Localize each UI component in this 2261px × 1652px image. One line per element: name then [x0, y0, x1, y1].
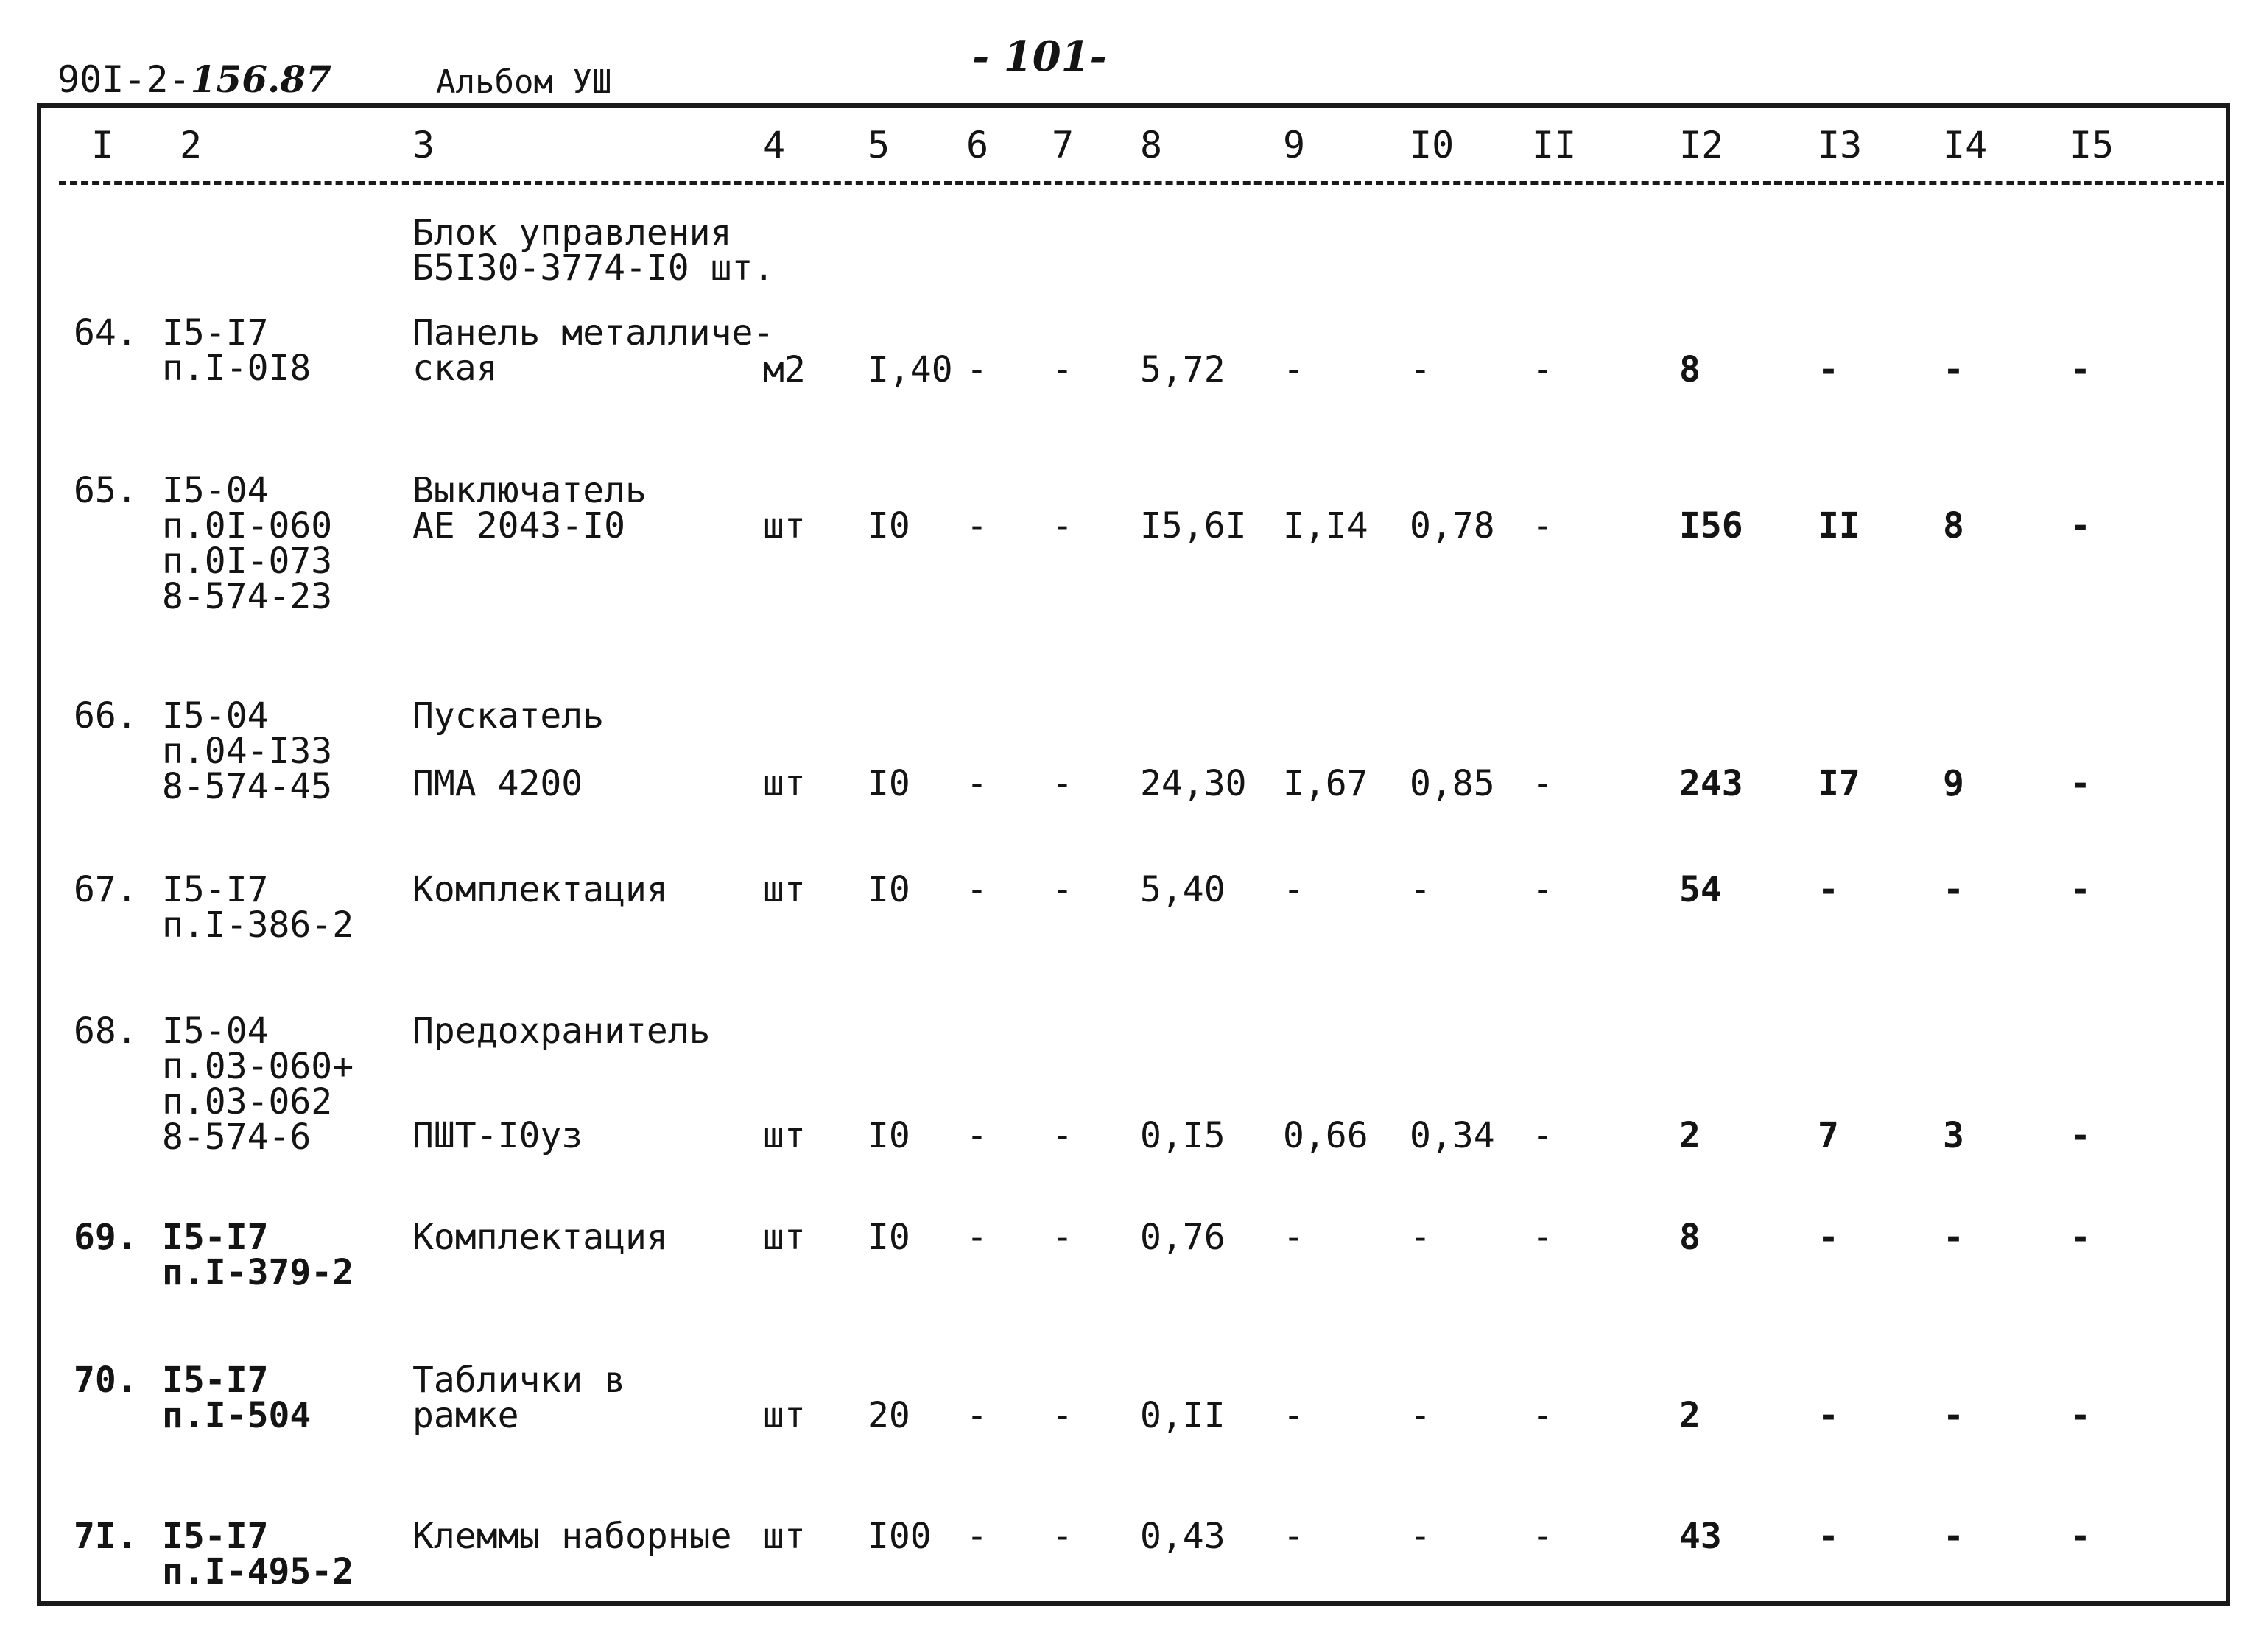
row-c14: - — [1943, 869, 1964, 910]
row-c6: - — [966, 1217, 988, 1258]
row-c13: 7 — [1818, 1115, 1839, 1156]
column-number-3: 3 — [412, 124, 435, 166]
row-c13: - — [1818, 349, 1839, 390]
row-code: I5-04 п.03-060+ п.03-062 8-574-6 — [162, 1010, 354, 1158]
row-c8: 0,76 — [1140, 1217, 1226, 1258]
row-c15: - — [2070, 1516, 2091, 1557]
row-c7: - — [1052, 1217, 1073, 1258]
column-number-2: 2 — [180, 124, 203, 166]
row-qty: I0 — [868, 869, 910, 910]
row-unit: шт — [763, 869, 806, 910]
row-c11: - — [1532, 1217, 1553, 1258]
column-number-12: I2 — [1679, 124, 1724, 166]
row-name: Панель металличе- ская — [412, 312, 775, 389]
row-name: Клеммы наборные — [412, 1516, 732, 1557]
row-name: Комплектация — [412, 869, 668, 910]
row-name: Выключатель АЕ 2043-I0 — [412, 470, 647, 546]
row-unit: шт — [763, 763, 806, 804]
row-c13: I7 — [1818, 763, 1860, 804]
row-c10: - — [1410, 1516, 1431, 1557]
row-code: I5-I7 п.I-495-2 — [162, 1516, 354, 1592]
row-c12: 2 — [1679, 1115, 1701, 1156]
column-number-8: 8 — [1140, 124, 1163, 166]
row-code: I5-04 п.0I-060 п.0I-073 8-574-23 — [162, 470, 333, 617]
row-c13: - — [1818, 1217, 1839, 1258]
row-c12: 8 — [1679, 349, 1701, 390]
row-number: 69. — [74, 1217, 138, 1258]
row-c10: 0,85 — [1410, 763, 1495, 804]
row-number: 65. — [74, 470, 138, 511]
row-number: 67. — [74, 869, 138, 910]
row-c7: - — [1052, 869, 1073, 910]
column-number-7: 7 — [1052, 124, 1075, 166]
row-c12: I56 — [1679, 505, 1743, 546]
row-number: 7I. — [74, 1516, 138, 1557]
row-name: Пускатель — [412, 695, 605, 737]
row-c15: - — [2070, 763, 2091, 804]
row-c12: 54 — [1679, 869, 1722, 910]
row-c8: 5,72 — [1140, 349, 1226, 390]
row-qty: I0 — [868, 1217, 910, 1258]
row-unit: шт — [763, 1516, 806, 1557]
row-c14: 3 — [1943, 1115, 1964, 1156]
row-c15: - — [2070, 505, 2091, 546]
row-c11: - — [1532, 869, 1553, 910]
row-c7: - — [1052, 1115, 1073, 1156]
column-number-15: I5 — [2070, 124, 2114, 166]
row-c6: - — [966, 349, 988, 390]
row-c9: I,I4 — [1283, 505, 1368, 546]
document-code-prefix: 90I-2- — [57, 58, 191, 101]
column-number-5: 5 — [868, 124, 890, 166]
row-c8: 24,30 — [1140, 763, 1247, 804]
row-c9: - — [1283, 349, 1304, 390]
row-qty: I0 — [868, 505, 910, 546]
row-name-detail: ПМА 4200 — [412, 763, 583, 804]
row-unit: м2 — [763, 349, 806, 390]
row-c7: - — [1052, 1395, 1073, 1436]
row-c10: - — [1410, 349, 1431, 390]
row-c14: 8 — [1943, 505, 1964, 546]
row-c7: - — [1052, 505, 1073, 546]
row-c7: - — [1052, 1516, 1073, 1557]
row-c11: - — [1532, 763, 1553, 804]
row-c13: - — [1818, 869, 1839, 910]
row-c14: - — [1943, 349, 1964, 390]
column-number-1: I — [91, 124, 114, 166]
row-c11: - — [1532, 505, 1553, 546]
row-qty: I,40 — [868, 349, 953, 390]
row-number: 70. — [74, 1360, 138, 1401]
row-c10: - — [1410, 1217, 1431, 1258]
row-c6: - — [966, 1395, 988, 1436]
row-c14: - — [1943, 1217, 1964, 1258]
row-c8: 5,40 — [1140, 869, 1226, 910]
row-code: I5-I7 п.I-379-2 — [162, 1217, 354, 1293]
row-c12: 2 — [1679, 1395, 1701, 1436]
row-c14: 9 — [1943, 763, 1964, 804]
row-qty: I00 — [868, 1516, 932, 1557]
row-c7: - — [1052, 349, 1073, 390]
row-c15: - — [2070, 1115, 2091, 1156]
row-c12: 43 — [1679, 1516, 1722, 1557]
row-c12: 243 — [1679, 763, 1743, 804]
row-c6: - — [966, 763, 988, 804]
row-c13: - — [1818, 1395, 1839, 1436]
row-c9: - — [1283, 1217, 1304, 1258]
column-number-6: 6 — [966, 124, 989, 166]
row-c9: I,67 — [1283, 763, 1368, 804]
row-name: Комплектация — [412, 1217, 668, 1258]
row-name: Таблички в рамке — [412, 1360, 625, 1436]
row-c9: 0,66 — [1283, 1115, 1368, 1156]
row-c8: 0,I5 — [1140, 1115, 1226, 1156]
row-number: 66. — [74, 695, 138, 737]
row-c11: - — [1532, 349, 1553, 390]
row-c11: - — [1532, 1516, 1553, 1557]
page-number: - 101- — [972, 32, 1107, 81]
row-c7: - — [1052, 763, 1073, 804]
row-qty: I0 — [868, 1115, 910, 1156]
row-qty: I0 — [868, 763, 910, 804]
row-c11: - — [1532, 1395, 1553, 1436]
column-number-13: I3 — [1818, 124, 1863, 166]
row-c12: 8 — [1679, 1217, 1701, 1258]
row-c6: - — [966, 505, 988, 546]
row-name: Предохранитель — [412, 1010, 711, 1052]
album-label: Альбом УШ — [436, 63, 612, 101]
document-code-handwritten: 156.87 — [190, 57, 331, 101]
row-c6: - — [966, 869, 988, 910]
column-number-11: II — [1532, 124, 1577, 166]
header-divider — [59, 181, 2224, 185]
row-unit: шт — [763, 1217, 806, 1258]
row-qty: 20 — [868, 1395, 910, 1436]
row-c15: - — [2070, 869, 2091, 910]
row-c14: - — [1943, 1395, 1964, 1436]
row-c6: - — [966, 1516, 988, 1557]
row-c10: - — [1410, 1395, 1431, 1436]
row-unit: шт — [763, 505, 806, 546]
row-c11: - — [1532, 1115, 1553, 1156]
row-c13: - — [1818, 1516, 1839, 1557]
row-c10: - — [1410, 869, 1431, 910]
preamble-text: Блок управления Б5I30-3774-I0 шт. — [412, 212, 775, 289]
row-c13: II — [1818, 505, 1860, 546]
row-name-detail: ПШТ-I0уз — [412, 1115, 583, 1156]
column-number-4: 4 — [763, 124, 786, 166]
row-c15: - — [2070, 349, 2091, 390]
row-c9: - — [1283, 1516, 1304, 1557]
row-c9: - — [1283, 1395, 1304, 1436]
row-number: 68. — [74, 1010, 138, 1052]
table-frame — [37, 103, 2230, 1606]
row-c14: - — [1943, 1516, 1964, 1557]
row-unit: шт — [763, 1395, 806, 1436]
row-number: 64. — [74, 312, 138, 354]
row-c6: - — [966, 1115, 988, 1156]
column-number-14: I4 — [1943, 124, 1988, 166]
row-c8: 0,43 — [1140, 1516, 1226, 1557]
document-code — [57, 57, 331, 101]
row-code: I5-I7 п.I-0I8 — [162, 312, 312, 389]
row-c9: - — [1283, 869, 1304, 910]
column-number-10: I0 — [1410, 124, 1455, 166]
row-unit: шт — [763, 1115, 806, 1156]
row-code: I5-I7 п.I-504 — [162, 1360, 312, 1436]
row-c10: 0,78 — [1410, 505, 1495, 546]
row-code: I5-I7 п.I-386-2 — [162, 869, 354, 946]
column-number-9: 9 — [1283, 124, 1306, 166]
row-c8: I5,6I — [1140, 505, 1247, 546]
row-c15: - — [2070, 1395, 2091, 1436]
row-c10: 0,34 — [1410, 1115, 1495, 1156]
row-code: I5-04 п.04-I33 8-574-45 — [162, 695, 333, 807]
row-c8: 0,II — [1140, 1395, 1226, 1436]
row-c15: - — [2070, 1217, 2091, 1258]
